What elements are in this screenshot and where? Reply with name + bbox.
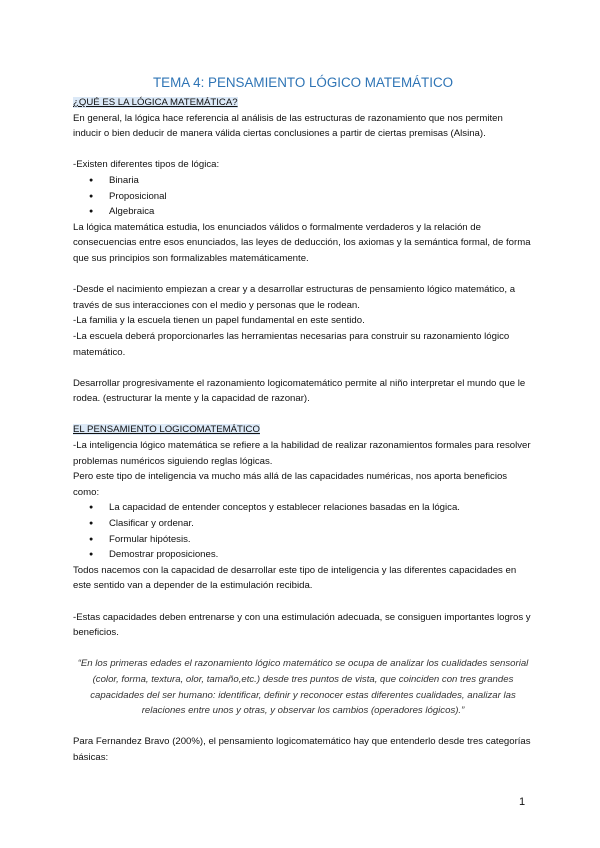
page-content bbox=[73, 74, 533, 766]
list-item: ● Binaria bbox=[73, 173, 533, 189]
paragraph-train: -Estas capacidades deben entrenarse y con una estimulación adecuada, se consiguen importantes logros y beneficios. bbox=[73, 611, 531, 639]
paragraph-intro: En general, la lógica hace referencia al análisis de las estructuras de razonamiento que nos permiten inducir o bien deducir de manera válida ciertas conclusiones a partir de ciertas premisas (Alsina). bbox=[73, 112, 503, 140]
list-item: ● Demostrar proposiciones. bbox=[73, 547, 533, 563]
list-item: ● Proposicional bbox=[73, 189, 533, 205]
paragraph-family: -La familia y la escuela tienen un papel fundamental en este sentido. bbox=[73, 315, 365, 327]
paragraph-develop: Desarrollar progresivamente el razonamiento logicomatemático permite al niño interpretar el mundo que le rodea. (estructurar la mente y la capacidad de razonar). bbox=[73, 377, 526, 405]
section-heading-logica: ¿QUÉ ES LA LÓGICA MATEMÁTICA? bbox=[73, 97, 238, 108]
paragraph-birth: -Desde el nacimiento empiezan a crear y a desarrollar estructuras de pensamiento lógico matemático, a través de sus interacciones con el medio y personas que le rodean. bbox=[73, 284, 516, 311]
paragraph-definition: La lógica matemática estudia, los enunciados válidos o formalmente verdaderos y la relación de consecuencias entre esos enunciados, las leyes de deducción, los axiomas y la semántica formal, de forma que sus principios son formalizables matemáticamente. bbox=[73, 221, 531, 264]
paragraph-school: -La escuela deberá proporcionarles las herramientas necesarias para construir su razonamiento lógico matemático. bbox=[73, 330, 510, 358]
paragraph-types-intro: -Existen diferentes tipos de lógica: bbox=[73, 159, 220, 171]
logic-types-list bbox=[73, 173, 533, 220]
list-item: ● La capacidad de entender conceptos y establecer relaciones basadas en la lógica. bbox=[73, 500, 533, 516]
paragraph-fernandez: Para Fernandez Bravo (200%), el pensamiento logicomatemático hay que entenderlo desde tres categorías básicas: bbox=[73, 736, 531, 763]
document-title: TEMA 4: PENSAMIENTO LÓGICO MATEMÁTICO bbox=[152, 75, 454, 90]
paragraph-intelligence: -La inteligencia lógico matemática se refiere a la habilidad de realizar razonamientos formales para resolver problemas numéricos siguiendo reglas lógicas. bbox=[73, 440, 531, 467]
benefits-list bbox=[73, 500, 533, 562]
list-item: ● Formular hipótesis. bbox=[73, 532, 533, 548]
list-item: ● Clasificar y ordenar. bbox=[73, 516, 533, 532]
section-heading-pensamiento: EL PENSAMIENTO LOGICOMATEMÁTICO bbox=[73, 424, 260, 436]
block-quote: “En los primeras edades el razonamiento lógico matemático se ocupa de analizar los cualidades sensorial (color, forma, textura, olor, tamaño,etc.) desde tres puntos de vista, que coinciden con tres grandes capacidades del ser humano: identificar, definir y reconocer estas diferentes cualidades, analizar las relaciones entre unos y otras, y observar los cambios (operadores lógicos).” bbox=[77, 658, 529, 717]
paragraph-born: Todos nacemos con la capacidad de desarrollar este tipo de inteligencia y las diferentes capacidades en este sentido van a depender de la estimulación recibida. bbox=[73, 564, 517, 592]
page-number: 1 bbox=[519, 796, 526, 808]
list-item: ● Algebraica bbox=[73, 204, 533, 220]
paragraph-beyond: Pero este tipo de inteligencia va mucho más allá de las capacidades numéricas, nos aporta beneficios como: bbox=[73, 471, 508, 498]
